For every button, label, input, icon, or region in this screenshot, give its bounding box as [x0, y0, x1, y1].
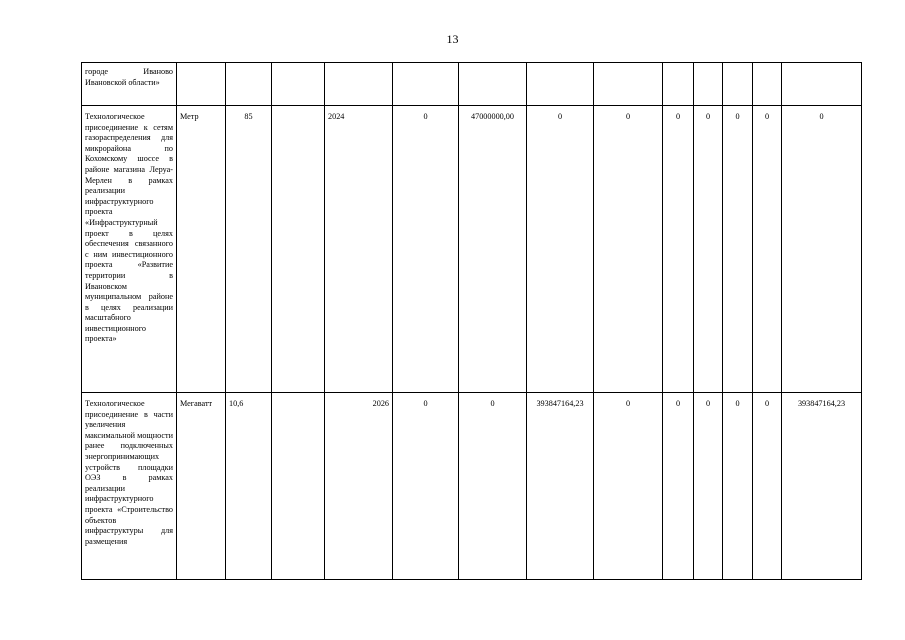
cell-value — [663, 63, 694, 106]
cell-name: Технологическое присоединение в части увеличения максимальной мощности ранее подключенных энергопринимающих устройств площадки ОЭЗ в рамках реализации инфраструктурного проекта «Строительство объектов инфраструктуры для размещения — [82, 393, 177, 580]
cell-value — [694, 63, 723, 106]
cell-value: 0 — [753, 106, 782, 393]
cell-col4 — [272, 393, 325, 580]
cell-year: 2026 — [325, 393, 393, 580]
cell-value — [723, 63, 753, 106]
cell-value — [459, 63, 527, 106]
cell-value: 0 — [459, 393, 527, 580]
cell-value: 0 — [663, 393, 694, 580]
cell-total: 0 — [782, 106, 862, 393]
page-number: 13 — [446, 32, 459, 46]
cell-qty: 10,6 — [226, 393, 272, 580]
cell-value: 0 — [723, 393, 753, 580]
cell-total: 393847164,23 — [782, 393, 862, 580]
cell-qty: 85 — [226, 106, 272, 393]
cell-unit — [177, 63, 226, 106]
table-row — [82, 106, 862, 393]
cell-value: 0 — [393, 106, 459, 393]
cell-value: 0 — [393, 393, 459, 580]
cell-value: 0 — [663, 106, 694, 393]
cell-value: 393847164,23 — [527, 393, 594, 580]
cell-total — [782, 63, 862, 106]
cell-value: 0 — [694, 393, 723, 580]
cell-name: Технологическое присоединение к сетям газораспределения для микрорайона по Кохомскому шоссе в районе магазина Леруа-Мерлен в рамках реализации инфраструктурного проекта «Инфраструктурный проект в целях обеспечения связанного с ним инвестиционного проекта «Развитие территории в Ивановском муниципальном районе в целях реализации масштабного инвестиционного проекта» — [82, 106, 177, 393]
table-row — [82, 393, 862, 580]
cell-year — [325, 63, 393, 106]
cell-value: 0 — [723, 106, 753, 393]
cell-col4 — [272, 106, 325, 393]
cell-value — [393, 63, 459, 106]
cell-col4 — [272, 63, 325, 106]
cell-value: 0 — [753, 393, 782, 580]
cell-name: городе Иваново Ивановской области» — [82, 63, 177, 106]
cell-value: 0 — [527, 106, 594, 393]
cell-value: 0 — [694, 106, 723, 393]
cell-qty — [226, 63, 272, 106]
cell-value — [753, 63, 782, 106]
cell-value — [594, 63, 663, 106]
table-row — [82, 63, 862, 106]
cell-value: 47000000,00 — [459, 106, 527, 393]
cell-unit: Мегаватт — [177, 393, 226, 580]
cell-value: 0 — [594, 106, 663, 393]
cell-unit: Метр — [177, 106, 226, 393]
cell-value — [527, 63, 594, 106]
cell-year: 2024 — [325, 106, 393, 393]
cell-value: 0 — [594, 393, 663, 580]
data-table — [81, 62, 862, 580]
